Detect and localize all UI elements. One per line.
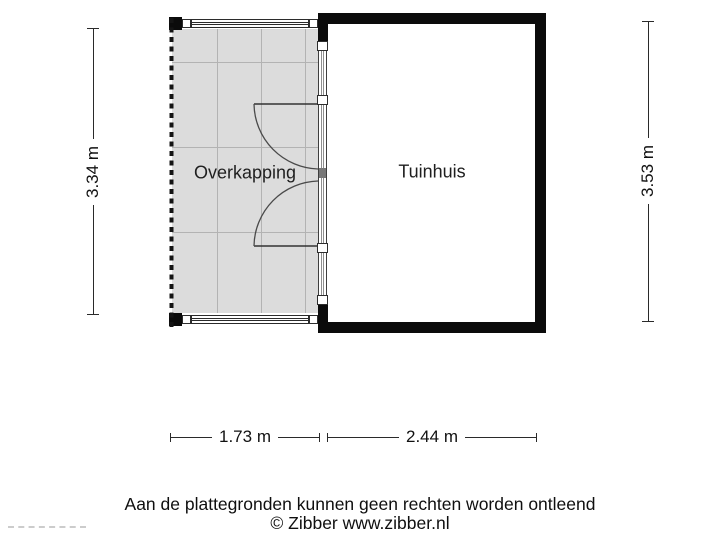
- glass-wall-post-4: [317, 295, 328, 305]
- tuinhuis-wall-left-bottom-segment: [318, 305, 328, 333]
- dimension-label-bottom-left: 1.73 m: [212, 425, 278, 449]
- room-label-overkapping: Overkapping: [193, 162, 297, 183]
- glass-wall-post-2: [317, 95, 328, 105]
- footer-disclaimer: Aan de plattegronden kunnen geen rechten worden ontleend: [124, 494, 596, 514]
- glass-wall-post-1: [317, 41, 328, 51]
- dimension-label-left: 3.34 m: [81, 139, 105, 205]
- tuinhuis-wall-bottom: [318, 322, 546, 333]
- door-meeting-point: [319, 168, 326, 178]
- door-swing-arc-top: [254, 104, 318, 169]
- footer-credit: © Zibber www.zibber.nl: [270, 513, 450, 533]
- tuinhuis-wall-left-top-segment: [318, 13, 328, 41]
- glass-wall-post-3: [317, 243, 328, 253]
- dimension-label-bottom-right: 2.44 m: [399, 425, 465, 449]
- dimension-label-right: 3.53 m: [636, 138, 660, 204]
- tuinhuis-wall-top: [318, 13, 546, 24]
- door-swing-arc-bottom: [254, 181, 318, 246]
- room-label-tuinhuis: Tuinhuis: [398, 161, 466, 182]
- tuinhuis-wall-right: [535, 13, 546, 333]
